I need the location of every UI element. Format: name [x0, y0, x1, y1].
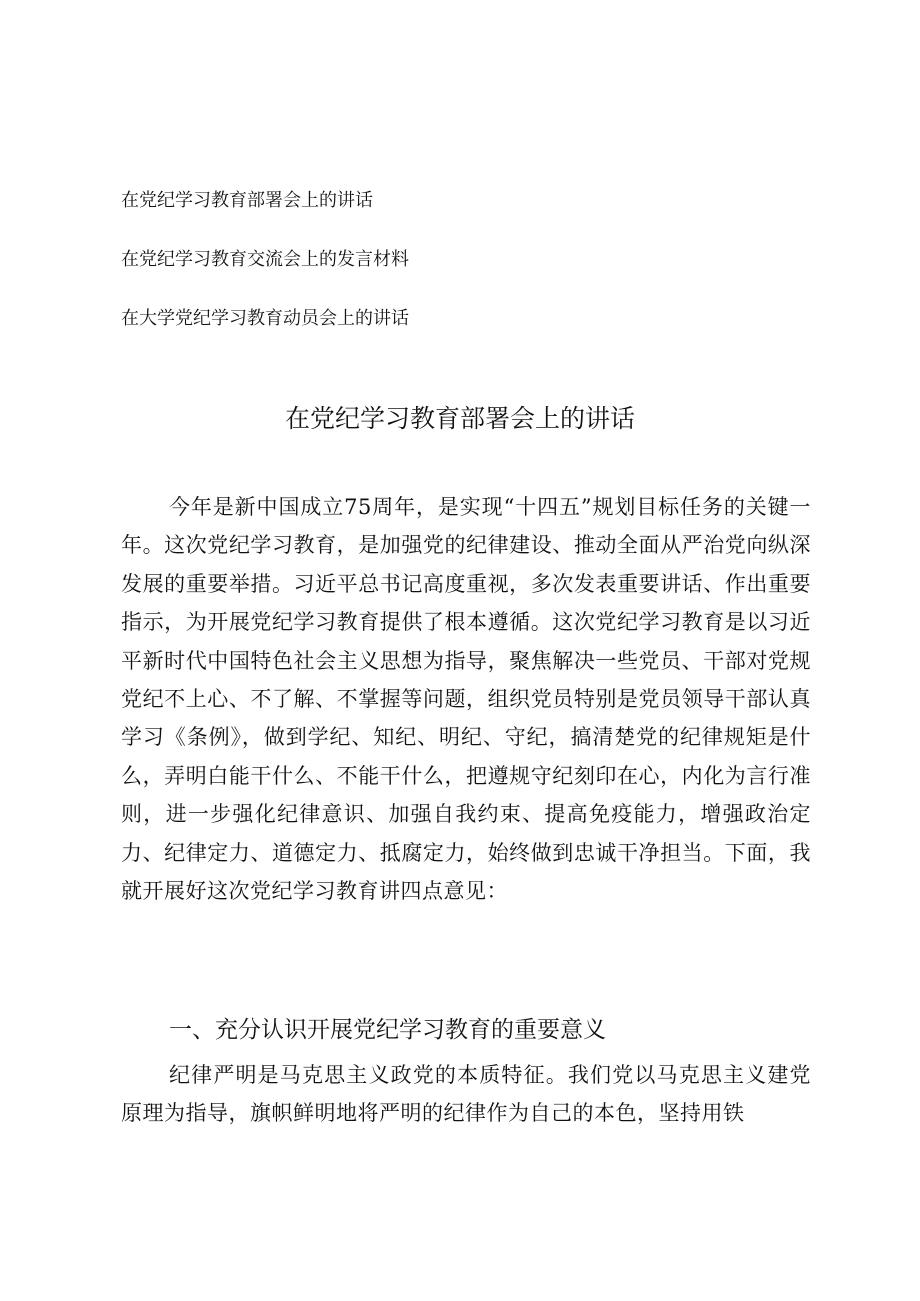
document-title: 在党纪学习教育部署会上的讲话: [284, 404, 635, 433]
section-heading: 一、充分认识开展党纪学习教育的重要意义: [169, 1017, 606, 1043]
toc-item: 在党纪学习教育部署会上的讲话: [121, 190, 373, 211]
table-of-contents: [121, 186, 721, 363]
toc-item: 在大学党纪学习教育动员会上的讲话: [121, 308, 409, 329]
body-paragraph: 今年是新中国成立75周年，是实现“十四五”规划目标任务的关键一年。这次党纪学习教育，是加强党的纪律建设、推动全面从严治党向纵深发展的重要举措。习近平总书记高度重视，多次发表重要讲话、作出重要指示，为开展党纪学习教育提供了根本遵循。这次党纪学习教育是以习近平新时代中国特色社会主义思想为指导，聚焦解决一些党员、干部对党规党纪不上心、不了解、不掌握等问题，组织党员特别是党员领导干部认真学习《条例》，做到学纪、知纪、明纪、守纪，搞清楚党的纪律规矩是什么，弄明白能干什么、不能干什么，把遵规守纪刻印在心，内化为言行准则，进一步强化纪律意识、加强自我约束、提高免疫能力，增强政治定力、纪律定力、道德定力、抵腐定力，始终做到忠诚干净担当。下面，我就开展好这次党纪学习教育讲四点意见：: [121, 495, 811, 904]
toc-item: 在党纪学习教育交流会上的发言材料: [121, 249, 409, 270]
body-paragraph: 纪律严明是马克思主义政党的本质特征。我们党以马克思主义建党原理为指导，旗帜鲜明地将严明的纪律作为自己的本色，坚持用铁: [121, 1063, 811, 1126]
